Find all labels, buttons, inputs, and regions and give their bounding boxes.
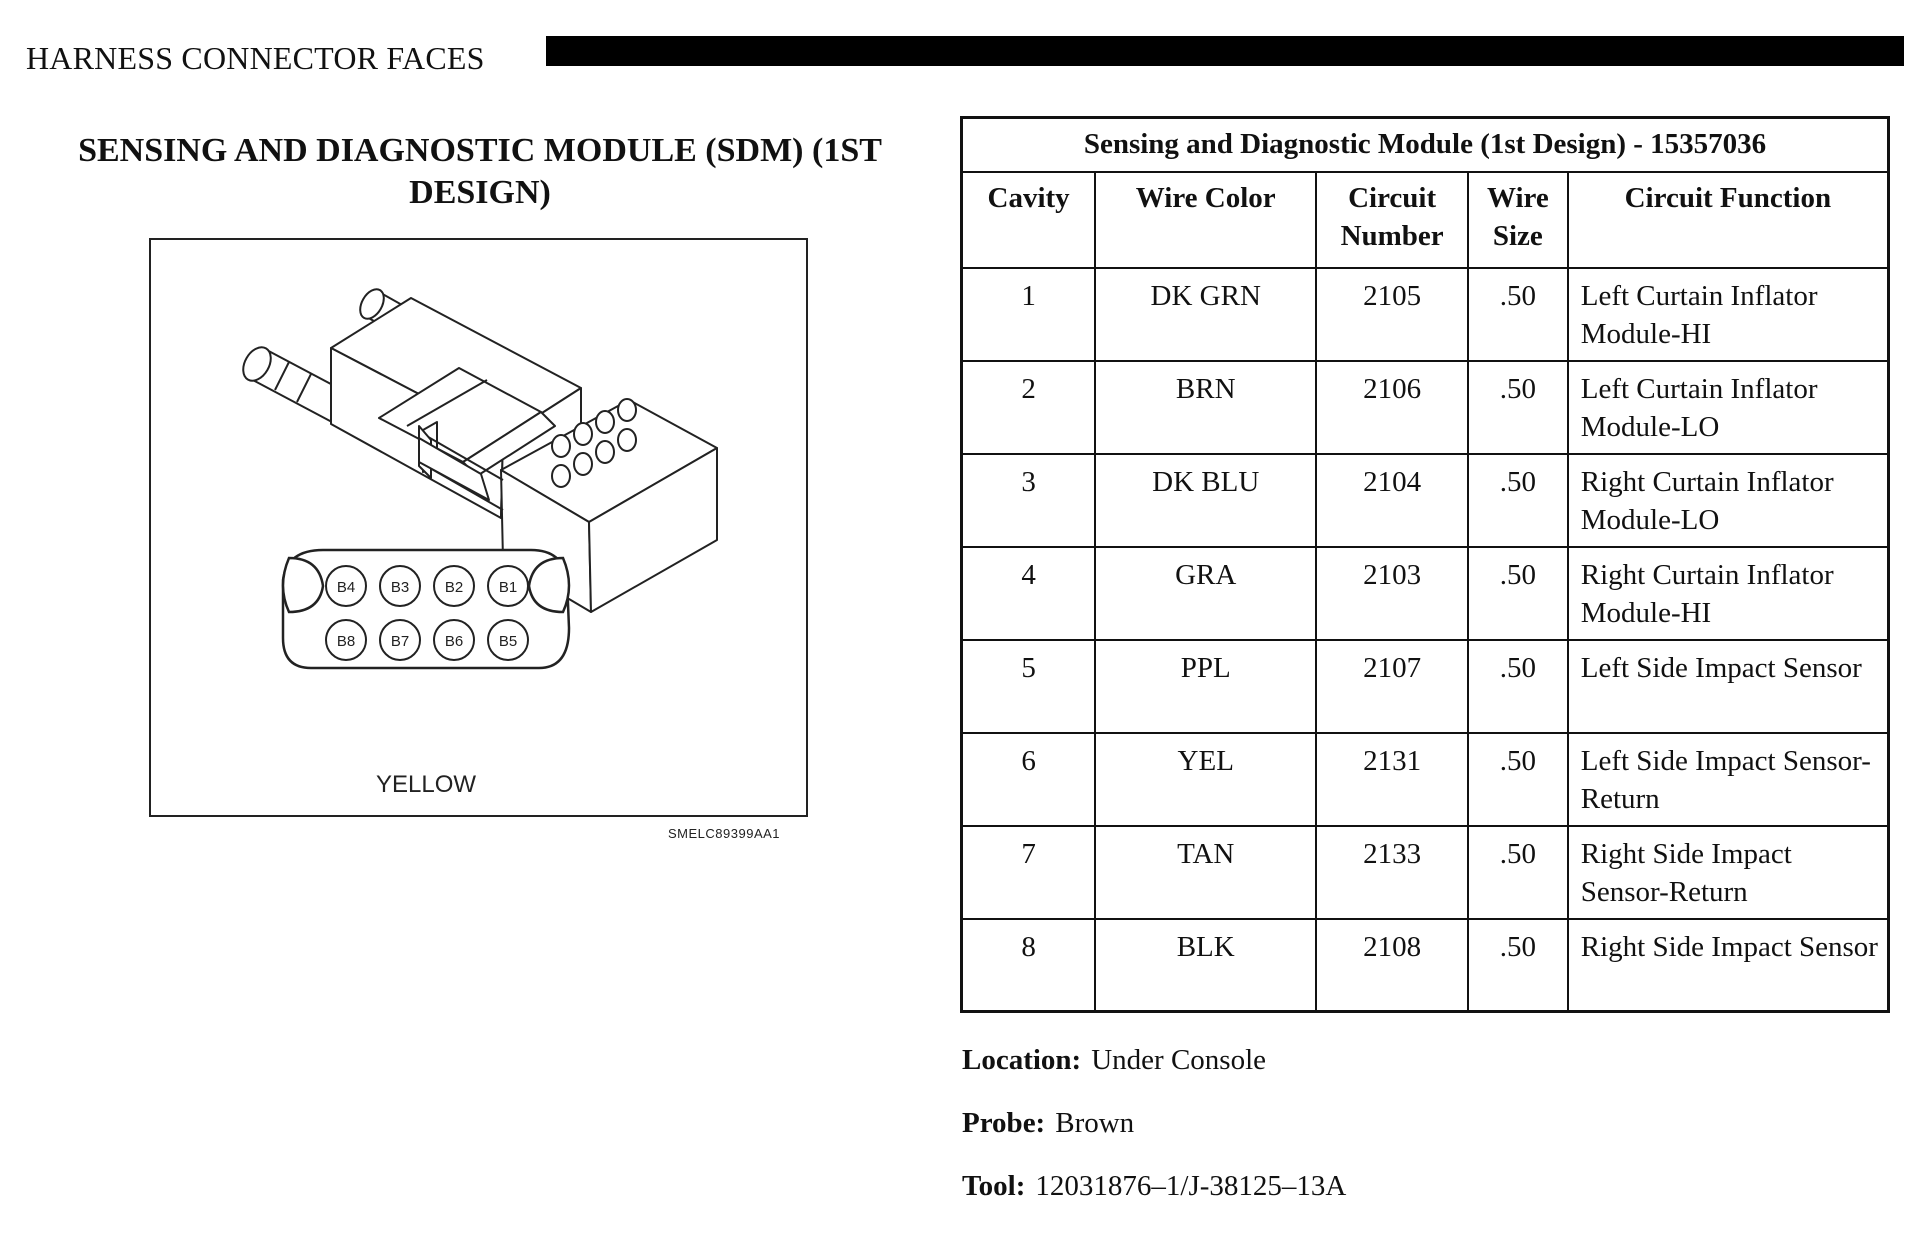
location-value: Under Console [1091,1044,1266,1076]
cavity-cell: 1 [962,268,1096,361]
pin-b8-label: B8 [336,633,356,650]
pin-b4-label: B4 [336,579,356,596]
table-row [962,547,1889,640]
circuit-function-cell: Right Side Impact Sensor-Return [1568,826,1889,919]
location-label: Location: [962,1044,1082,1076]
wire-color-cell: BLK [1095,919,1316,1012]
circuit-function-cell: Right Curtain Inflator Module-HI [1568,547,1889,640]
circuit-number-cell: 2105 [1316,268,1468,361]
wire-color-cell: TAN [1095,826,1316,919]
section-title: HARNESS CONNECTOR FACES [26,40,485,76]
probe-label: Probe: [962,1107,1046,1139]
wire-color-cell: DK GRN [1095,268,1316,361]
table-row [962,919,1889,1012]
connector-color-label: YELLOW [375,771,477,798]
connector-figure [149,238,808,817]
header-circuit-function: Circuit Function [1568,172,1889,268]
circuit-function-cell: Left Side Impact Sensor [1568,640,1889,733]
connector-illustration [151,240,806,815]
circuit-number-cell: 2107 [1316,640,1468,733]
figure-id: SMELC89399AA1 [668,826,781,841]
circuit-function-cell: Left Curtain Inflator Module-LO [1568,361,1889,454]
tool-value: 12031876–1/J-38125–13A [1035,1170,1347,1202]
cavity-cell: 4 [962,547,1096,640]
pin-b7-label: B7 [390,633,410,650]
cavity-cell: 2 [962,361,1096,454]
wire-size-cell: .50 [1468,361,1568,454]
wire-color-cell: YEL [1095,733,1316,826]
cavity-cell: 5 [962,640,1096,733]
table-row [962,826,1889,919]
pin-b5-label: B5 [498,633,518,650]
header-wire-size: Wire Size [1468,172,1568,268]
header-wire-color: Wire Color [1095,172,1316,268]
wire-size-cell: .50 [1468,268,1568,361]
circuit-number-cell: 2133 [1316,826,1468,919]
pin-b1-label: B1 [498,579,518,596]
wire-size-cell: .50 [1468,733,1568,826]
section-header [0,34,1910,80]
circuit-function-cell: Left Curtain Inflator Module-HI [1568,268,1889,361]
circuit-number-cell: 2108 [1316,919,1468,1012]
tool-label: Tool: [962,1170,1026,1202]
diagram-title: SENSING AND DIAGNOSTIC MODULE (SDM) (1ST DESIGN) [78,132,882,211]
circuit-number-cell: 2106 [1316,361,1468,454]
cavity-table [960,116,1890,1013]
circuit-number-cell: 2104 [1316,454,1468,547]
circuit-function-cell: Right Side Impact Sensor [1568,919,1889,1012]
wire-size-cell: .50 [1468,826,1568,919]
table-caption: Sensing and Diagnostic Module (1st Design) - 15357036 [962,118,1889,172]
table-row [962,640,1889,733]
tool-line [962,1170,1346,1203]
pin-b2-label: B2 [444,579,464,596]
location-line [962,1044,1266,1077]
header-circuit-number: Circuit Number [1316,172,1468,268]
pin-b6-label: B6 [444,633,464,650]
circuit-number-cell: 2103 [1316,547,1468,640]
cavity-cell: 6 [962,733,1096,826]
circuit-function-cell: Left Side Impact Sensor-Return [1568,733,1889,826]
pin-b3-label: B3 [390,579,410,596]
table-row [962,733,1889,826]
header-cavity: Cavity [962,172,1096,268]
cavity-cell: 8 [962,919,1096,1012]
wire-color-cell: BRN [1095,361,1316,454]
table-row [962,361,1889,454]
wire-size-cell: .50 [1468,640,1568,733]
cavity-cell: 3 [962,454,1096,547]
cavity-cell: 7 [962,826,1096,919]
circuit-number-cell: 2131 [1316,733,1468,826]
table-row [962,454,1889,547]
wire-size-cell: .50 [1468,454,1568,547]
probe-line [962,1107,1134,1140]
circuit-function-cell: Right Curtain Inflator Module-LO [1568,454,1889,547]
wire-size-cell: .50 [1468,547,1568,640]
wire-color-cell: PPL [1095,640,1316,733]
header-rule-bar [546,36,1904,66]
probe-value: Brown [1055,1107,1135,1139]
wire-color-cell: GRA [1095,547,1316,640]
wire-color-cell: DK BLU [1095,454,1316,547]
wire-size-cell: .50 [1468,919,1568,1012]
table-row [962,268,1889,361]
